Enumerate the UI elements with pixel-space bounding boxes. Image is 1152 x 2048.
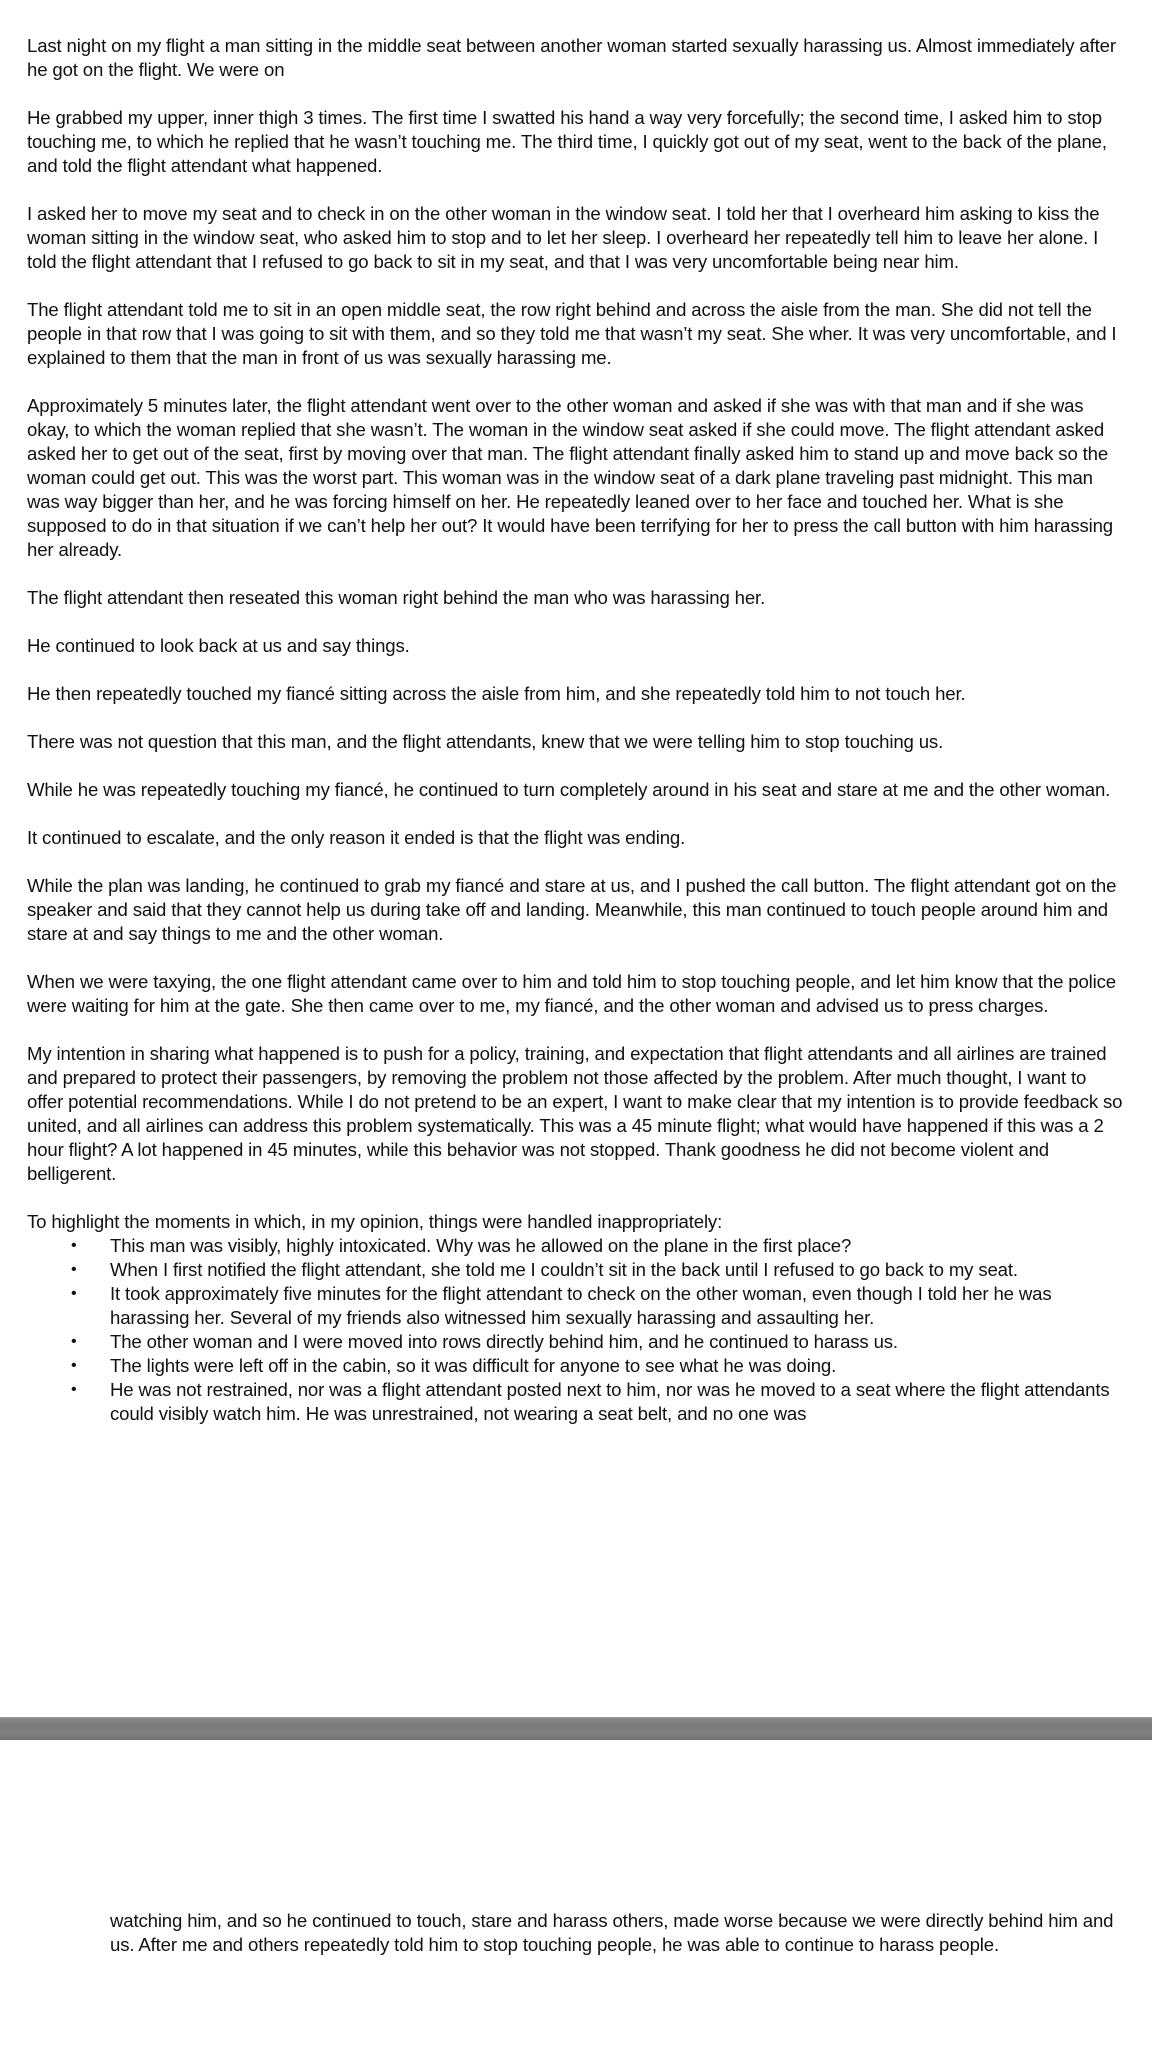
paragraph-other-woman-moved: Approximately 5 minutes later, the flight attendant went over to the other woman and asked if she was with that man and if she was okay, to which the woman replied that she wasn’t. The woman in the window seat asked if she could move. The flight attendant asked asked her to get out of the seat, first by moving over that man. The flight attendant finally asked him to stand up and move back so the woman could get out. This was the worst part. This woman was in the window seat of a dark plane traveling past midnight. This man was way bigger than her, and he was forcing himself on her. He repeatedly leaned over to her face and touched her. What is she supposed to do in that situation if we can’t help her out? It would have been terrifying for her to press the call button with him harassing her already. [27,395,1113,560]
bullet-list [27,1234,1127,1426]
bullet-icon: • [71,1237,77,1254]
paragraph-new-seat: The flight attendant told me to sit in an open middle seat, the row right behind and across the aisle from the man. She did not tell the people in that row that I was going to sit with them, and so they told me that wasn’t my seat. She wher. It was very uncomfortable, and I explained to them that the man in front of us was sexually harassing me. [27,299,1117,368]
paragraph-landing: While the plan was landing, he continued to grab my fiancé and stare at us, and I pushed the call button. The flight attendant got on the speaker and said that they cannot help us during take off and landing. Meanwhile, this man continued to touch people around him and stare at and say things to me and the other woman. [27,875,1117,944]
page-1-content [27,34,1127,1426]
bullet-text: It took approximately five minutes for the flight attendant to check on the other woman, even though I told her he was harassing her. Several of my friends also witnessed him sexually harassing and assaulting her. [110,1283,1052,1328]
bullet-item [27,1354,1127,1378]
bullet-item [27,1282,1127,1330]
paragraph-stare: While he was repeatedly touching my fiancé, he continued to turn completely around in his seat and stare at me and the other woman. [27,779,1111,800]
bullet-icon: • [71,1285,77,1302]
bullet-item [27,1330,1127,1354]
paragraph-reseated: The flight attendant then reseated this woman right behind the man who was harassing her. [27,587,766,608]
paragraph-thigh-grab: He grabbed my upper, inner thigh 3 times. The first time I swatted his hand a way very forcefully; the second time, I asked him to stop touching me, to which he replied that he wasn’t touching me. The third time, I quickly got out of my seat, went to the back of the plane, and told the flight attendant what happened. [27,107,1107,176]
paragraph-intro: Last night on my flight a man sitting in the middle seat between another woman started sexually harassing us. Almost immediately after he got on the flight. We were on [27,35,1116,80]
paragraph-taxying: When we were taxying, the one flight attendant came over to him and told him to stop touching people, and let him know that the police were waiting for him at the gate. She then came over to me, my fiancé, and the other woman and advised us to press charges. [27,971,1116,1016]
paragraph-touched-fiance: He then repeatedly touched my fiancé sitting across the aisle from him, and she repeatedly told him to not touch her. [27,683,966,704]
paragraph-no-question: There was not question that this man, and the flight attendants, knew that we were telling him to stop touching us. [27,731,944,752]
bullet-text: The other woman and I were moved into rows directly behind him, and he continued to harass us. [110,1331,898,1352]
bullet-item [27,1258,1127,1282]
bullet-text: The lights were left off in the cabin, so it was difficult for anyone to see what he was doing. [110,1355,837,1376]
list-intro: To highlight the moments in which, in my opinion, things were handled inappropriately: [27,1211,723,1232]
bullet-icon: • [71,1333,77,1350]
bullet-text: When I first notified the flight attendant, she told me I couldn’t sit in the back until I refused to go back to my seat. [110,1259,1018,1280]
bullet-icon: • [71,1381,77,1398]
page-2-continuation-text: watching him, and so he continued to touch, stare and harass others, made worse because we were directly behind him and us. After me and others repeatedly told him to stop touching people, he was able to continue to harass people. [110,1910,1114,1955]
bullet-icon: • [71,1357,77,1374]
paragraph-seat-move-request: I asked her to move my seat and to check in on the other woman in the window seat. I told her that I overheard him asking to kiss the woman sitting in the window seat, who asked him to stop and to let her sleep. I overheard her repeatedly tell him to leave her alone. I told the flight attendant that I refused to go back to sit in my seat, and that I was very uncomfortable being near him. [27,203,1100,272]
bullet-item [27,1234,1127,1258]
paragraph-look-back: He continued to look back at us and say things. [27,635,410,656]
document-page-2 [0,1740,1152,2048]
bullet-icon: • [71,1261,77,1278]
bullet-item [27,1378,1127,1426]
paragraph-intention: My intention in sharing what happened is to push for a policy, training, and expectation that flight attendants and all airlines are trained and prepared to protect their passengers, by removing the problem not those affected by the problem. After much thought, I want to offer potential recommendations. While I do not pretend to be an expert, I want to make clear that my intention is to provide feedback so united, and all airlines can address this problem systematically. This was a 45 minute flight; what would have happened if this was a 2 hour flight? A lot happened in 45 minutes, while this behavior was not stopped. Thank goodness he did not become violent and belligerent. [27,1043,1123,1184]
bullet-text: This man was visibly, highly intoxicated. Why was he allowed on the plane in the first place? [110,1235,852,1256]
paragraph-escalate: It continued to escalate, and the only reason it ended is that the flight was ending. [27,827,686,848]
page-break-divider [0,1717,1152,1740]
bullet-text: He was not restrained, nor was a flight attendant posted next to him, nor was he moved to a seat where the flight attendants could visibly watch him. He was unrestrained, not wearing a seat belt, and no one was [110,1379,1110,1424]
